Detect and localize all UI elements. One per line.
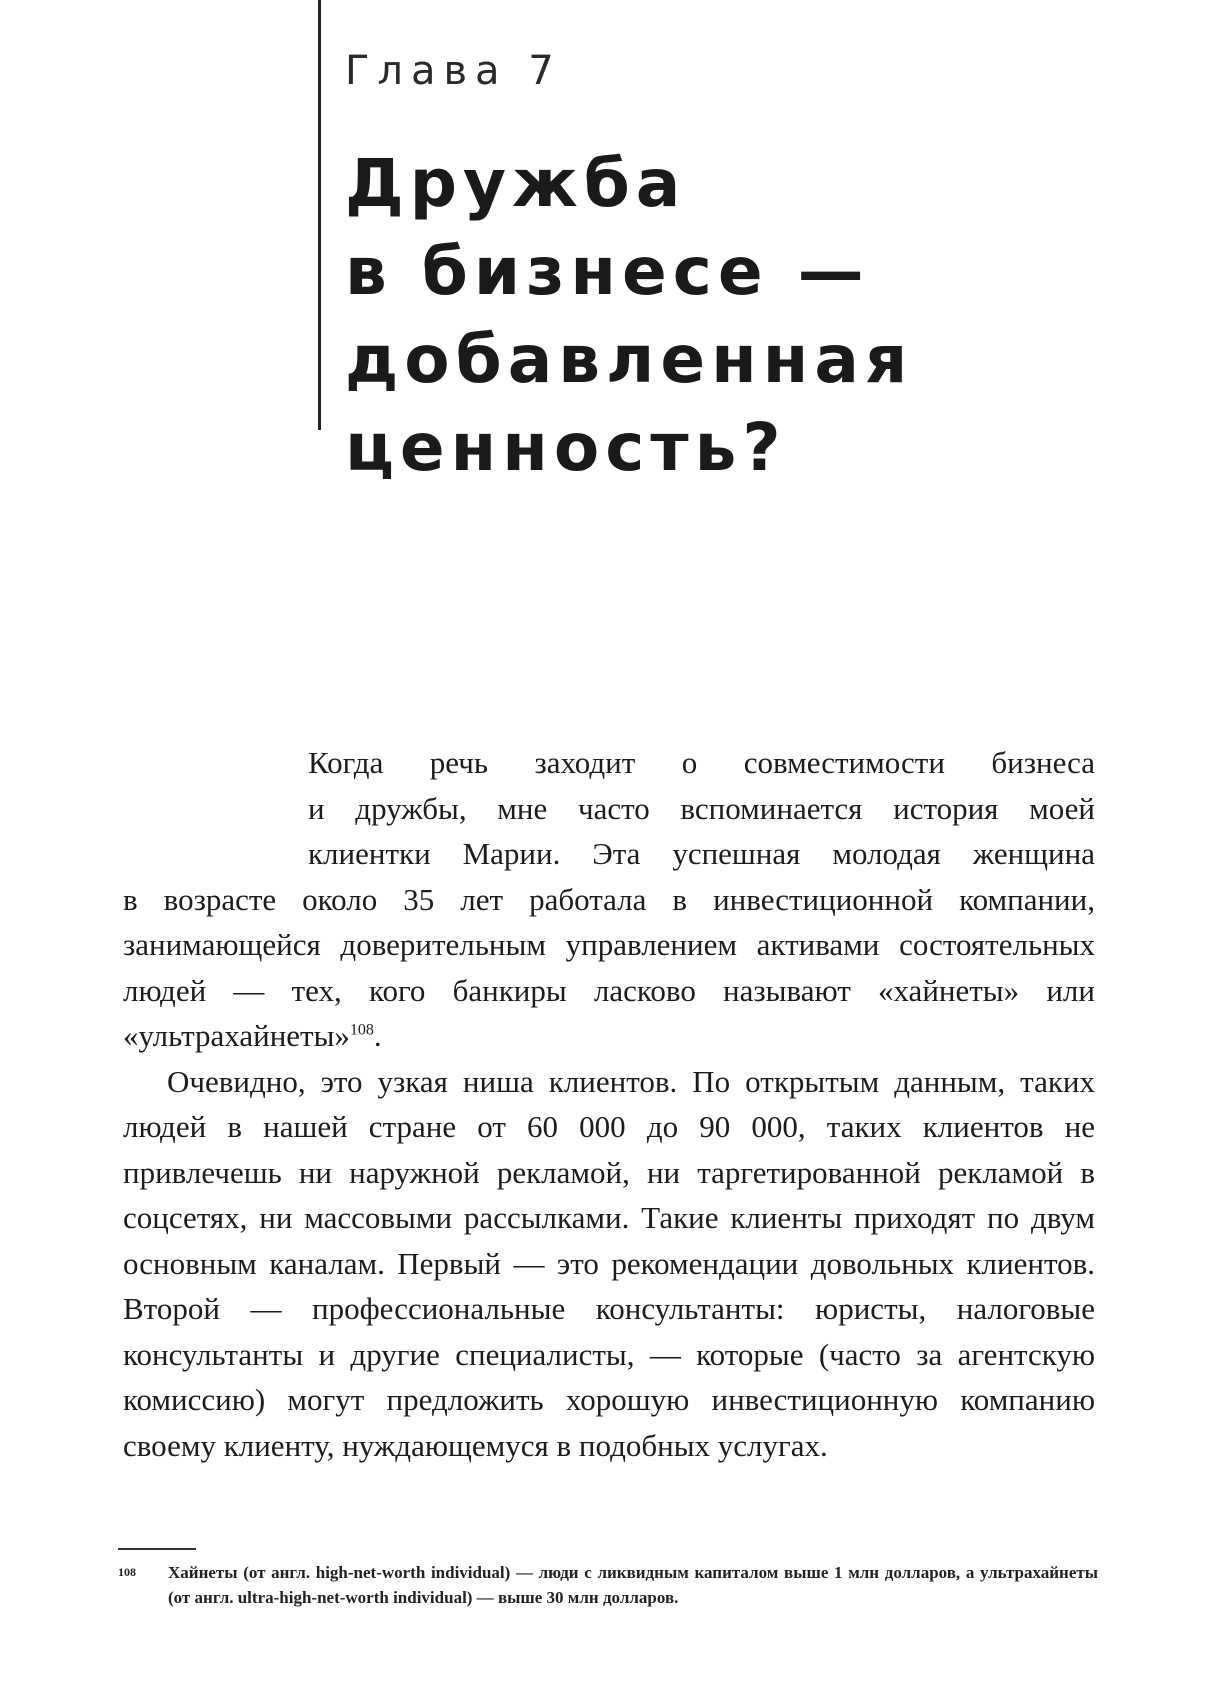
- paragraph-1-line: клиентки Марии. Эта успешная молодая женщина: [308, 836, 1095, 871]
- paragraph-2: Очевидно, это узкая ниша клиентов. По открытым данным, таких людей в нашей стране от 60 000 до 90 000, таких клиентов не привлечешь ни наружной рекламой, ни таргетированной рекламой в соцсетях, ни массовыми рассылками. Такие клиенты приходят по двум основным каналам. Первый — это рекомендации довольных клиентов. Второй — профессиональные консультанты: юристы, налоговые консультанты и другие специалисты, — которые (часто за агентскую комиссию) могут предложить хорошую инвестиционную компанию своему клиенту, нуждающемуся в подобных услугах.: [123, 1063, 1095, 1463]
- chapter-vertical-rule: [318, 0, 321, 430]
- chapter-title-line: Дружба: [345, 145, 687, 222]
- paragraph-1-line: и дружбы, мне часто вспоминается история моей: [308, 790, 1095, 826]
- footnote-number: 108: [118, 1565, 136, 1579]
- chapter-label: Глава 7: [345, 48, 562, 94]
- body-text: [123, 740, 1095, 1468]
- chapter-title-line: в бизнесе —: [345, 233, 870, 310]
- footnote-reference[interactable]: 108: [349, 1021, 374, 1039]
- paragraph-1-line: Когда речь заходит о совместимости бизнеса: [308, 745, 1095, 780]
- paragraph-1: [123, 740, 1095, 1059]
- chapter-title: [345, 140, 1165, 492]
- chapter-title-line: добавленная: [345, 321, 914, 398]
- footnote-text: Хайнеты (от англ. high-net-worth individual) — люди с ликвидным капиталом выше 1 млн долларов, а ультрахайнеты (от англ. ultra-high-net-worth individual) — выше 30 млн долларов.: [168, 1563, 1098, 1607]
- footnote: [118, 1560, 1098, 1610]
- chapter-title-line: ценность?: [345, 409, 787, 486]
- footnote-divider: [118, 1548, 196, 1550]
- paragraph-1-end: .: [373, 1018, 382, 1053]
- paragraph-1-rest: в возрасте около 35 лет работала в инвестиционной компании, занимающейся доверительным управлением активами состоятельных людей — тех, кого банкиры ласково называют «хайнеты» или «ультрахайнеты»: [123, 881, 1095, 1053]
